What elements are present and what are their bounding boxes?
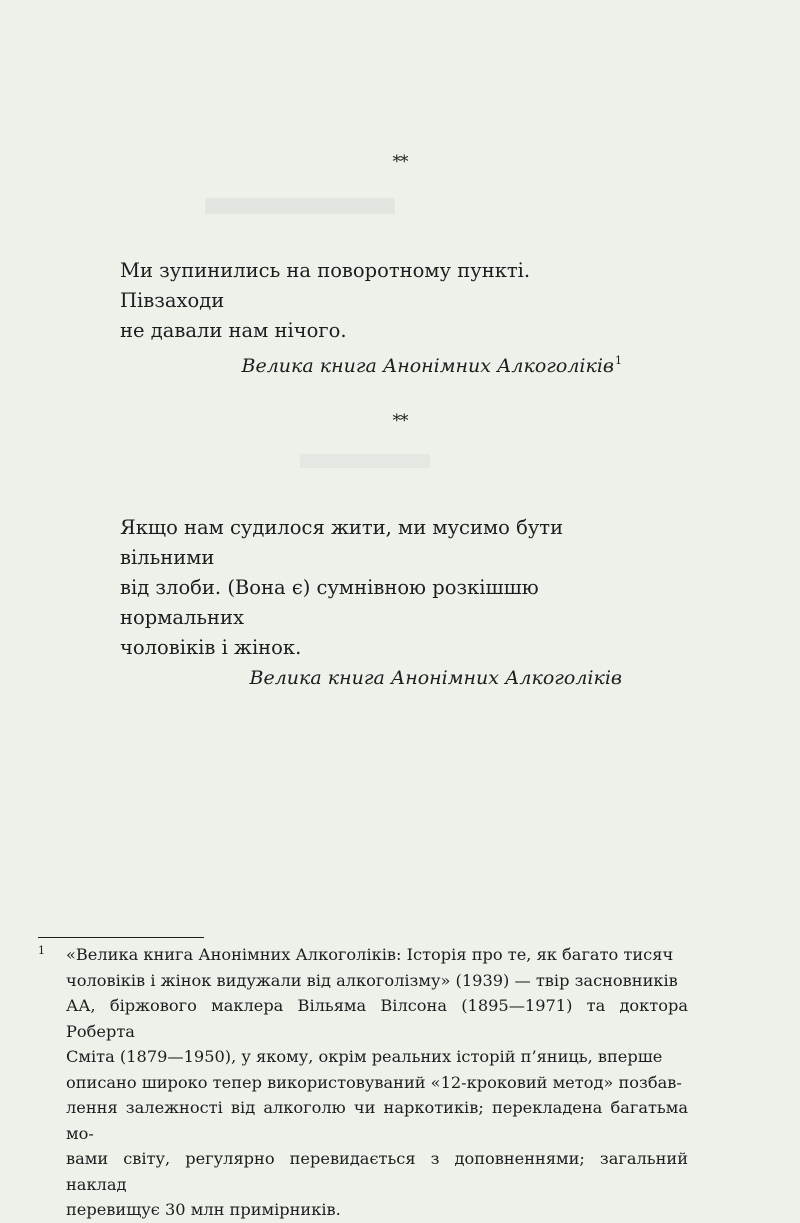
epigraph-1-line: не давали нам нічого. [120,319,347,342]
footnote-divider [38,937,204,938]
footnote-line: вами світу, регулярно перевидається з доповненнями; загальний наклад [66,1149,688,1194]
epigraph-2-line: чоловіків і жінок. [120,636,302,659]
footnote-line: перевищує 30 млн примірників. [66,1200,341,1219]
epigraph-1-source-text: Велика книга Анонімних Алкоголіків [241,355,614,377]
section-ornament: ** [392,411,408,431]
show-through-subheading [300,454,430,468]
footnote [38,942,688,1223]
footnote-mark: 1 [38,944,45,957]
section-ornament: ** [392,152,408,172]
epigraph-2-source: Велика книга Анонімних Алкоголіків [249,667,622,689]
epigraph-2-line: від злоби. (Вона є) сумнівною розкішшю нормальних [120,576,539,629]
show-through-heading [205,198,395,214]
footnote-line: лення залежності від алкоголю чи наркотиків; перекладена багатьма мо- [66,1098,688,1143]
epigraph-1-line: Ми зупинились на поворотному пункті. Півзаходи [120,259,531,312]
footnote-line: Сміта (1879—1950), у якому, окрім реальних історій п’яниць, вперше [66,1047,663,1066]
footnote-line: описано широко тепер використовуваний «12-кроковий метод» позбав- [66,1072,682,1092]
epigraph-2-line: Якщо нам судилося жити, ми мусимо бути вільними [120,516,564,569]
epigraph-1-source [120,346,622,381]
footnote-line: чоловіків і жінок видужали від алкоголізму» (1939) — твір засновників [66,970,678,990]
epigraph-2 [120,513,622,693]
footnote-line: «Велика книга Анонімних Алкоголіків: Історія про те, як багато тисяч [66,945,674,964]
footnote-reference[interactable]: 1 [615,354,622,367]
footnote-line: АА, біржового маклера Вільяма Вілсона (1895—1971) та доктора Роберта [66,996,688,1041]
epigraph-1 [120,256,622,381]
